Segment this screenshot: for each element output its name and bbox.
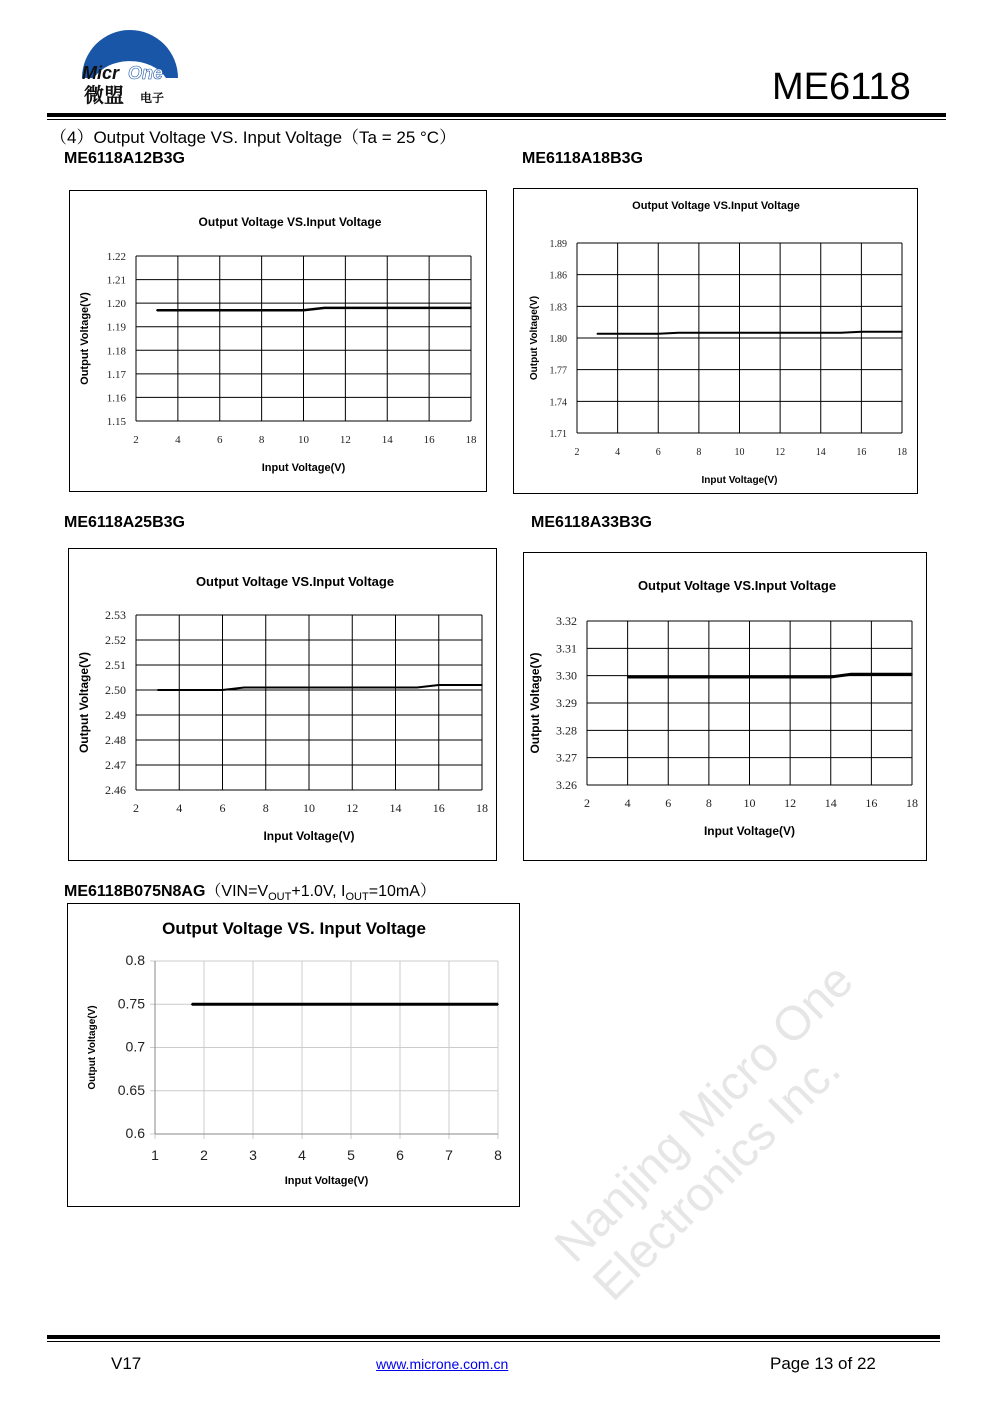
x-tick-label: 14 [389,801,402,815]
x-axis-label: Input Voltage(V) [261,462,346,474]
website-link[interactable]: www.microne.com.cn [376,1356,509,1372]
footer-rule-thin [47,1341,940,1342]
data-point [156,309,158,311]
y-tick-label: 2.46 [105,783,126,797]
data-series-line [597,332,902,334]
y-tick-label: 2.48 [105,733,126,747]
y-tick-label: 1.21 [106,274,126,287]
chart-b075 [67,903,520,1207]
y-tick-label: 1.20 [106,298,126,311]
x-tick-label: 4 [175,434,181,446]
x-tick-label: 2 [200,1147,208,1163]
x-tick-label: 8 [258,434,265,446]
data-point [861,331,863,333]
x-tick-label: 18 [465,434,477,446]
y-tick-label: 1.77 [549,365,567,377]
y-tick-label: 3.28 [556,723,577,738]
x-tick-label: 16 [432,801,445,815]
data-point [219,309,221,311]
data-point [470,307,472,309]
chart-a25 [68,548,497,861]
data-point [222,689,224,691]
x-tick-label: 12 [346,801,359,815]
x-tick-label: 10 [303,801,315,815]
y-tick-label: 2.49 [105,708,126,722]
chart-svg [524,553,926,860]
x-tick-label: 10 [298,434,309,446]
version: V17 [111,1354,142,1373]
data-point [597,333,599,335]
chart-a33 [523,552,927,861]
y-axis-label: Output Voltage(V) [77,651,91,754]
x-tick-label: 8 [696,447,702,458]
data-point [850,674,852,676]
data-point [830,676,832,678]
data-point [657,333,659,335]
data-point [840,332,842,334]
data-point [678,332,680,334]
chart-svg [69,549,496,860]
y-axis-label: Output Voltage(V) [79,292,91,385]
x-tick-label: 2 [584,796,590,810]
part-title-a18: ME6118A18B3G [522,150,643,167]
data-point [303,309,305,311]
cond-post: =10mA） [368,883,436,900]
x-tick-label: 14 [381,434,393,446]
data-point [627,676,629,678]
part-title-b075-name: ME6118B075N8AG [64,883,206,900]
x-tick-label: 4 [298,1147,306,1163]
data-series-line [158,685,482,690]
y-tick-label: 1.74 [549,397,567,409]
y-tick-label: 3.29 [556,696,577,710]
data-point [911,674,913,676]
x-axis-label: Input Voltage(V) [263,829,355,843]
y-tick-label: 1.89 [549,239,567,250]
part-title-a33: ME6118A33B3G [531,514,652,531]
y-tick-label: 0.65 [117,1081,145,1098]
x-tick-label: 12 [339,434,351,446]
x-tick-label: 14 [824,796,837,810]
header-rule [47,113,946,117]
data-series-line [628,674,912,677]
chart-title: Output Voltage VS.Input Voltage [637,578,837,593]
data-point [901,331,903,333]
data-point [191,1003,193,1005]
x-tick-label: 4 [615,447,621,458]
x-tick-label: 1 [151,1147,159,1163]
y-tick-label: 2.53 [105,608,126,622]
x-tick-label: 12 [784,796,797,810]
x-tick-label: 3 [249,1147,257,1163]
data-point [497,1003,499,1005]
page-number: Page 13 of 22 [770,1354,876,1373]
y-tick-label: 0.6 [125,1125,145,1141]
svg-text:Micr: Micr [82,63,120,83]
data-point [386,307,388,309]
y-tick-label: 1.15 [106,416,126,428]
x-tick-label: 18 [906,796,918,810]
part-title-a12: ME6118A12B3G [64,150,185,167]
x-tick-label: 5 [347,1147,355,1163]
y-tick-label: 3.32 [556,614,577,628]
part-title-b075 [64,878,436,903]
x-tick-label: 12 [775,447,786,458]
svg-text:One: One [128,63,164,83]
data-point [282,309,284,311]
y-tick-label: 1.16 [106,392,126,405]
y-tick-label: 3.27 [556,750,577,765]
y-tick-label: 3.31 [556,641,577,656]
y-tick-label: 1.71 [549,429,567,440]
x-tick-label: 2 [133,434,139,446]
y-tick-label: 0.75 [117,995,145,1012]
x-tick-label: 6 [396,1147,404,1163]
chart-title: Output Voltage VS.Input Voltage [195,574,395,589]
x-tick-label: 6 [219,801,226,815]
y-tick-label: 3.30 [556,668,577,683]
y-tick-label: 1.22 [106,251,126,263]
y-tick-label: 1.19 [106,321,126,334]
y-tick-label: 2.47 [105,758,126,772]
cond-sub1: OUT [268,891,292,904]
section-title: （4）Output Voltage VS. Input Voltage（Ta = 25 °C） [50,128,457,147]
x-tick-label: 16 [865,796,878,810]
y-tick-label: 1.80 [549,334,567,345]
cond-mid: +1.0V, I [291,883,346,900]
svg-text:微盟: 微盟 [84,85,124,107]
x-axis-label: Input Voltage(V) [701,475,778,486]
data-point [243,687,245,689]
x-tick-label: 18 [897,447,907,458]
x-tick-label: 18 [476,801,488,815]
chart-svg [68,904,519,1206]
data-series-line [157,308,471,310]
microne-logo [78,18,182,108]
x-tick-label: 16 [856,447,867,458]
y-tick-label: 2.52 [105,633,126,647]
data-point [157,689,159,691]
chart-svg [514,189,917,493]
chart-a18 [513,188,918,494]
cond-sub2: OUT [345,891,369,904]
y-tick-label: 0.7 [125,1038,145,1055]
x-tick-label: 2 [574,447,580,458]
data-point [481,684,483,686]
y-tick-label: 1.17 [106,368,126,381]
x-tick-label: 10 [743,796,756,810]
x-tick-label: 4 [176,801,183,815]
part-title-a25: ME6118A25B3G [64,514,185,531]
x-tick-label: 6 [655,447,661,458]
chart-svg [70,191,486,491]
y-axis-label: Output Voltage(V) [528,652,542,754]
x-tick-label: 7 [445,1147,453,1163]
header-rule-thin [47,119,946,120]
x-tick-label: 6 [217,434,223,446]
document-title: ME6118 [772,66,911,108]
x-tick-label: 10 [734,447,745,458]
x-axis-label: Input Voltage(V) [703,824,796,838]
y-tick-label: 0.8 [125,952,145,968]
y-axis-label: Output Voltage(V) [87,1005,98,1090]
x-tick-label: 16 [423,434,435,446]
x-tick-label: 6 [665,796,672,810]
y-tick-label: 1.18 [106,345,126,358]
chart-a12 [69,190,487,492]
y-axis-label: Output Voltage(V) [529,295,540,381]
y-tick-label: 2.51 [105,658,126,672]
data-point [324,307,326,309]
x-tick-label: 4 [624,796,631,810]
x-tick-label: 2 [133,801,139,815]
chart-title: Output Voltage VS. Input Voltage [162,919,426,938]
data-point [438,684,440,686]
y-tick-label: 1.83 [549,302,567,314]
cond-pre: （VIN=V [205,883,269,900]
footer-rule [47,1335,940,1339]
data-point [416,687,418,689]
y-tick-label: 2.50 [105,683,126,697]
svg-text:电子: 电子 [140,91,165,105]
y-tick-label: 1.86 [549,270,567,282]
chart-title: Output Voltage VS.Input Voltage [632,200,800,212]
y-tick-label: 3.26 [556,778,577,792]
x-tick-label: 8 [494,1147,502,1163]
x-tick-label: 14 [815,447,826,458]
watermark: Nanjing Micro One Electronics Inc. [545,953,864,1311]
x-tick-label: 8 [262,801,269,815]
chart-title: Output Voltage VS.Input Voltage [198,215,382,229]
x-axis-label: Input Voltage(V) [284,1175,369,1187]
x-tick-label: 8 [705,796,712,810]
